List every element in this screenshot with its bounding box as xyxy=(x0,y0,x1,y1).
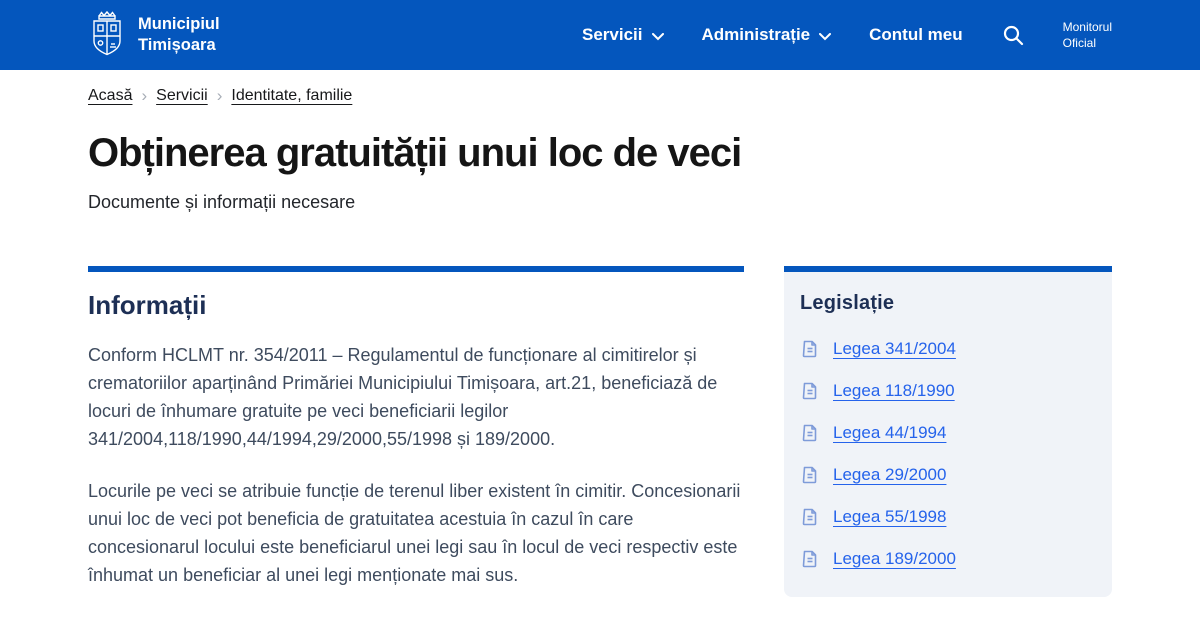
breadcrumb-separator: › xyxy=(216,86,223,105)
chevron-down-icon xyxy=(652,33,664,41)
document-icon xyxy=(800,423,820,443)
legislation-link[interactable]: Legea 189/2000 xyxy=(833,549,956,569)
list-item xyxy=(800,465,1096,485)
document-icon xyxy=(800,381,820,401)
info-section xyxy=(88,266,744,613)
nav-item-servicii[interactable]: Servicii xyxy=(582,25,664,45)
page-title: Obținerea gratuității unui loc de veci xyxy=(88,131,742,175)
info-paragraph: Conform HCLMT nr. 354/2011 – Regulamentul de funcționare al cimitirelor și crematoriilor aparținând Primăriei Municipiului Timișoara, art.21, beneficiază de locuri de înhumare gratuite pe veci beneficiarii legilor 341/2004,118/1990,44/1994,29/2000,55/1998 și 189/2000. xyxy=(88,345,718,450)
legislation-link[interactable]: Legea 341/2004 xyxy=(833,339,956,359)
chevron-down-icon xyxy=(819,33,831,41)
document-icon xyxy=(800,339,820,359)
document-icon xyxy=(800,507,820,527)
breadcrumb-identitate-familie[interactable]: Identitate, familie xyxy=(231,87,353,104)
navbar xyxy=(0,0,1200,70)
nav-item-administratie[interactable]: Administrație xyxy=(702,25,832,45)
list-item xyxy=(800,549,1096,569)
brand-logo[interactable] xyxy=(88,9,220,62)
breadcrumb-servicii[interactable]: Servicii xyxy=(156,87,208,104)
list-item xyxy=(800,423,1096,443)
search-button[interactable] xyxy=(1001,23,1025,47)
legislation-link[interactable]: Legea 118/1990 xyxy=(833,381,955,401)
info-paragraph: Locurile pe veci se atribuie funcție de terenul liber existent în cimitir. Concesionarii unui loc de veci pot beneficia de gratuitatea acestuia în cazul în care concesionarul locului este beneficiarul unei legi sau în locul de veci respectiv este înhumat un beneficiar al unei legi menționate mai sus. xyxy=(88,481,741,586)
page-subtitle: Documente și informații necesare xyxy=(88,192,356,213)
main-nav xyxy=(582,19,1112,51)
brand-name: Municipiul Timișoara xyxy=(138,14,220,54)
legislation-card xyxy=(784,266,1112,597)
legislation-link[interactable]: Legea 55/1998 xyxy=(833,507,947,527)
document-icon xyxy=(800,465,820,485)
legislation-heading: Legislație xyxy=(800,292,895,315)
legislation-list xyxy=(800,339,1096,569)
legislation-link[interactable]: Legea 29/2000 xyxy=(833,465,947,485)
coat-of-arms-icon xyxy=(88,9,126,62)
search-icon xyxy=(1001,23,1025,47)
breadcrumb xyxy=(88,86,1112,106)
info-heading: Informații xyxy=(88,290,207,321)
list-item xyxy=(800,381,1096,401)
nav-item-monitorul-oficial[interactable]: Monitorul Oficial xyxy=(1062,19,1112,50)
legislation-link[interactable]: Legea 44/1994 xyxy=(833,423,947,443)
list-item xyxy=(800,339,1096,359)
breadcrumb-acasa[interactable]: Acasă xyxy=(88,87,133,104)
breadcrumb-separator: › xyxy=(141,86,148,105)
page-content xyxy=(88,86,1112,613)
document-icon xyxy=(800,549,820,569)
nav-item-contul-meu[interactable]: Contul meu xyxy=(869,25,963,44)
list-item xyxy=(800,507,1096,527)
